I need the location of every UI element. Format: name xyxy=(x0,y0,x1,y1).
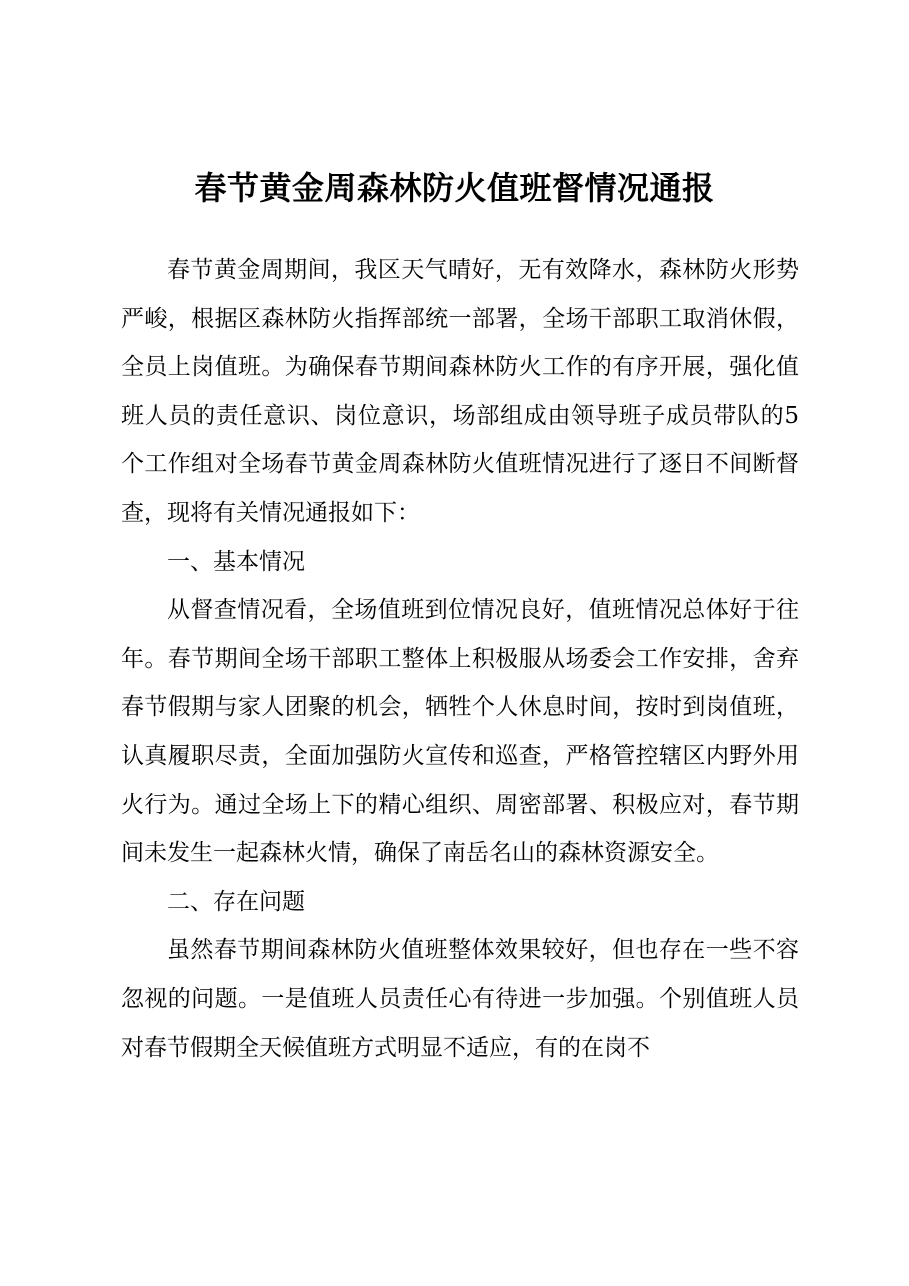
paragraph-intro: 春节黄金周期间，我区天气晴好，无有效降水，森林防火形势严峻，根据区森林防火指挥部统一部署，全场干部职工取消休假，全员上岗值班。为确保春节期间森林防火工作的有序开展，强化值班人员的责任意识、岗位意识，场部组成由领导班子成员带队的5个工作组对全场春节黄金周森林防火值班情况进行了逐日不间断督查，现将有关情况通报如下： xyxy=(121,257,799,526)
paragraph-basic-situation: 从督查情况看，全场值班到位情况良好，值班情况总体好于往年。春节期间全场干部职工整体上积极服从场委会工作安排，舍弃春节假期与家人团聚的机会，牺牲个人休息时间，按时到岗值班，认真履职尽责，全面加强防火宣传和巡查，严格管控辖区内野外用火行为。通过全场上下的精心组织、周密部署、积极应对，春节期间未发生一起森林火情，确保了南岳名山的森林资源安全。 xyxy=(121,597,799,867)
section-heading-problems: 二、存在问题 xyxy=(167,888,305,915)
section-heading-basic-situation: 一、基本情况 xyxy=(167,548,305,575)
document-body xyxy=(121,246,799,1072)
document-title: 春节黄金周森林防火值班督情况通报 xyxy=(194,169,715,207)
paragraph-problems: 虽然春节期间森林防火值班整体效果较好，但也存在一些不容忽视的问题。一是值班人员责任心有待进一步加强。个别值班人员对春节假期全天候值班方式明显不适应，有的在岗不 xyxy=(121,937,799,1061)
